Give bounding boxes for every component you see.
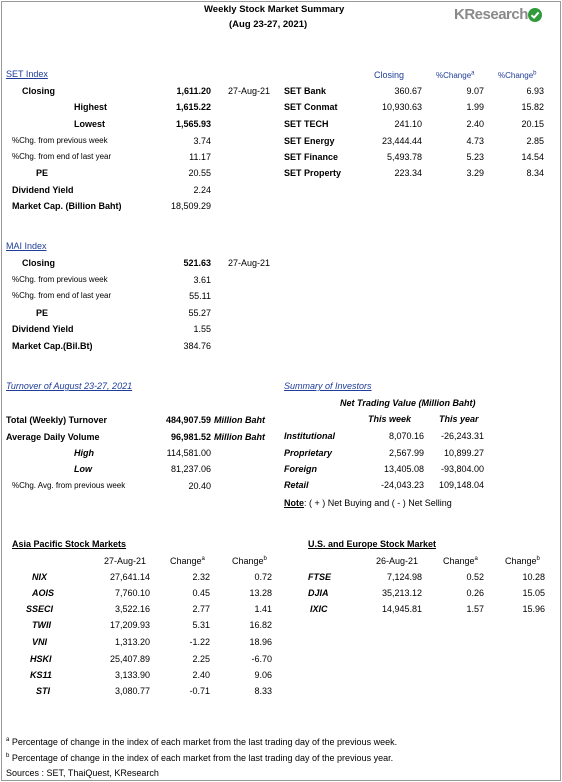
sources-line: Sources : SET, ThaiQuest, KResearch xyxy=(6,768,159,778)
mai-closing-value: 521.63 xyxy=(183,258,211,268)
set-lowest-value: 1,565.93 xyxy=(175,119,211,129)
set-dividend-value: 2.24 xyxy=(193,185,211,195)
sector-name: SET Bank xyxy=(284,86,327,96)
asia-market-value: 3,133.90 xyxy=(114,670,150,680)
investor-week: 2,567.99 xyxy=(388,448,424,458)
asia-market-name: NIX xyxy=(32,572,48,582)
investor-week: 13,405.08 xyxy=(383,464,424,474)
sector-closing: 360.67 xyxy=(394,86,422,96)
set-lowest-label: Lowest xyxy=(74,119,106,129)
investor-week: 8,070.16 xyxy=(388,431,424,441)
asia-market-value: 1,313.20 xyxy=(114,637,150,647)
us-europe-date: 26-Aug-21 xyxy=(376,556,419,566)
page-subtitle: (Aug 23-27, 2021) xyxy=(229,19,308,30)
set-pe-label: PE xyxy=(36,168,49,178)
set-chg-week-value: 3.74 xyxy=(193,136,211,146)
page-border xyxy=(1,1,561,781)
sector-closing: 5,493.78 xyxy=(386,152,422,162)
us-europe-chg-a-header: Change$^a$ xyxy=(443,556,478,566)
asia-market-chg-b: 9.06 xyxy=(254,670,272,680)
sector-chg-a: 4.73 xyxy=(466,136,484,146)
mai-index-heading: MAI Index xyxy=(6,241,47,251)
sector-name: SET Property xyxy=(284,168,342,178)
set-highest-value: 1,615.22 xyxy=(175,102,211,112)
mai-pe-label: PE xyxy=(36,308,49,318)
asia-chg-b-header: Change$^b$ xyxy=(232,556,267,566)
us-market-chg-a: 0.26 xyxy=(466,588,484,598)
sector-chg-a: 3.29 xyxy=(466,168,484,178)
investors-subheading: Net Trading Value (Million Baht) xyxy=(340,398,476,408)
set-highest-label: Highest xyxy=(74,102,108,112)
set-closing-value: 1,611.20 xyxy=(176,86,211,96)
sector-chg-a: 5.23 xyxy=(466,152,484,162)
asia-market-value: 3,522.16 xyxy=(114,604,150,614)
set-marketcap-value: 18,509.29 xyxy=(170,201,211,211)
set-chg-week-label: %Chg. from previous week xyxy=(12,136,108,145)
sector-closing: 241.10 xyxy=(394,119,422,129)
turnover-total-label: Total (Weekly) Turnover xyxy=(6,415,108,425)
asia-market-chg-b: 8.33 xyxy=(254,686,272,696)
us-market-value: 14,945.81 xyxy=(381,604,422,614)
investor-year: 10,899.27 xyxy=(443,448,484,458)
footnote-b: $^b$ Percentage of change in the index of each market from the last trading day of the previous year. xyxy=(6,753,394,763)
investor-name: Proprietary xyxy=(284,448,333,458)
turnover-chg-label: %Chg. Avg. from previous week xyxy=(12,481,126,490)
mai-pe-value: 55.27 xyxy=(188,308,211,318)
investor-name: Institutional xyxy=(284,431,335,441)
sector-chg-a: 9.07 xyxy=(466,86,484,96)
investors-note: Note: ( + ) Net Buying and ( - ) Net Selling xyxy=(284,498,452,508)
asia-market-chg-b: 16.82 xyxy=(249,620,272,630)
mai-marketcap-value: 384.76 xyxy=(183,341,211,351)
mai-marketcap-label: Market Cap.(Bil.Bt) xyxy=(12,341,93,351)
asia-heading: Asia Pacific Stock Markets xyxy=(12,539,127,549)
sector-chg-b: 15.82 xyxy=(521,102,544,112)
asia-market-name: STI xyxy=(36,686,51,696)
asia-market-name: AOIS xyxy=(32,588,55,598)
set-marketcap-label: Market Cap. (Billion Baht) xyxy=(12,201,122,211)
turnover-avg-unit: Million Baht xyxy=(214,432,265,442)
us-market-name: DJIA xyxy=(308,588,329,598)
sector-chg-b: 6.93 xyxy=(526,86,544,96)
asia-market-chg-b: 13.28 xyxy=(249,588,272,598)
turnover-heading: Turnover of August 23-27, 2021 xyxy=(6,381,133,391)
us-market-value: 35,213.12 xyxy=(381,588,422,598)
sector-chg-b-header: %Change$^b$ xyxy=(498,70,537,80)
mai-chg-week-label: %Chg. from previous week xyxy=(12,275,108,284)
sector-name: SET TECH xyxy=(284,119,329,129)
page-title: Weekly Stock Market Summary xyxy=(204,4,345,15)
sector-name: SET Conmat xyxy=(284,102,338,112)
us-market-value: 7,124.98 xyxy=(386,572,422,582)
sector-closing: 223.34 xyxy=(394,168,422,178)
brand-logo xyxy=(454,6,528,23)
brand-check-icon xyxy=(528,8,542,22)
asia-market-value: 27,641.14 xyxy=(109,572,150,582)
mai-closing-label: Closing xyxy=(22,258,55,268)
asia-date: 27-Aug-21 xyxy=(104,556,147,566)
investor-name: Foreign xyxy=(284,464,317,474)
asia-market-name: HSKI xyxy=(30,654,52,664)
asia-market-chg-a: 0.45 xyxy=(192,588,210,598)
sector-closing: 23,444.44 xyxy=(381,136,422,146)
investors-heading: Summary of Investors xyxy=(284,381,372,391)
sector-name: SET Energy xyxy=(284,136,335,146)
mai-chg-year-label: %Chg. from end of last year xyxy=(12,291,112,300)
sector-chg-b: 20.15 xyxy=(521,119,544,129)
mai-chg-year-value: 55.11 xyxy=(189,291,211,301)
set-index-heading: SET Index xyxy=(6,69,48,79)
mai-dividend-label: Dividend Yield xyxy=(12,324,74,334)
asia-market-value: 25,407.89 xyxy=(109,654,150,664)
investor-name: Retail xyxy=(284,480,309,490)
set-date: 27-Aug-21 xyxy=(228,86,271,96)
asia-market-value: 7,760.10 xyxy=(114,588,150,598)
asia-market-chg-a: 2.25 xyxy=(192,654,210,664)
turnover-avg-label: Average Daily Volume xyxy=(6,432,100,442)
sector-name: SET Finance xyxy=(284,152,339,162)
sector-chg-a-header: %Change$^a$ xyxy=(436,70,475,80)
asia-market-chg-a: -1.22 xyxy=(189,637,210,647)
mai-chg-week-value: 3.61 xyxy=(193,275,211,285)
us-market-chg-a: 1.57 xyxy=(466,604,484,614)
asia-market-chg-b: 0.72 xyxy=(254,572,272,582)
us-market-chg-b: 15.96 xyxy=(522,604,545,614)
set-chg-year-label: %Chg. from end of last year xyxy=(12,152,112,161)
asia-market-chg-b: -6.70 xyxy=(251,654,272,664)
investor-year: -26,243.31 xyxy=(440,431,484,441)
us-market-name: IXIC xyxy=(310,604,328,614)
footnote-a: $^a$ Percentage of change in the index of each market from the last trading day of the previous week. xyxy=(6,737,398,747)
set-closing-label: Closing xyxy=(22,86,55,96)
us-market-chg-b: 10.28 xyxy=(522,572,545,582)
turnover-total-unit: Million Baht xyxy=(214,415,265,425)
us-europe-chg-b-header: Change$^b$ xyxy=(505,556,540,566)
us-market-chg-b: 15.05 xyxy=(522,588,545,598)
mai-dividend-value: 1.55 xyxy=(193,324,211,334)
asia-market-chg-a: 5.31 xyxy=(192,620,210,630)
sector-chg-a: 2.40 xyxy=(466,119,484,129)
asia-market-name: KS11 xyxy=(30,670,52,680)
sector-chg-b: 14.54 xyxy=(521,152,544,162)
set-dividend-label: Dividend Yield xyxy=(12,185,74,195)
asia-market-chg-a: 2.40 xyxy=(192,670,210,680)
asia-market-value: 17,209.93 xyxy=(109,620,150,630)
sector-closing: 10,930.63 xyxy=(381,102,422,112)
investor-week: -24,043.23 xyxy=(380,480,424,490)
asia-chg-a-header: Change$^a$ xyxy=(170,556,205,566)
sector-chg-b: 8.34 xyxy=(526,168,544,178)
sector-chg-a: 1.99 xyxy=(466,102,484,112)
brand-name: KResearch xyxy=(454,6,528,23)
turnover-chg-value: 20.40 xyxy=(188,481,211,491)
asia-market-name: VNI xyxy=(32,637,48,647)
turnover-low-label: Low xyxy=(74,464,92,474)
investors-col-year: This year xyxy=(439,414,479,424)
asia-market-chg-b: 1.41 xyxy=(254,604,272,614)
sector-closing-header: Closing xyxy=(374,70,405,80)
mai-date: 27-Aug-21 xyxy=(228,258,271,268)
us-market-chg-a: 0.52 xyxy=(466,572,484,582)
asia-market-value: 3,080.77 xyxy=(114,686,150,696)
asia-market-name: SSECI xyxy=(26,604,54,614)
investor-year: -93,804.00 xyxy=(440,464,484,474)
asia-market-chg-a: 2.77 xyxy=(192,604,210,614)
sector-chg-b: 2.85 xyxy=(526,136,544,146)
turnover-avg-value: 96,981.52 xyxy=(170,432,211,442)
us-market-name: FTSE xyxy=(308,572,332,582)
asia-market-chg-a: 2.32 xyxy=(192,572,210,582)
asia-market-chg-a: -0.71 xyxy=(189,686,210,696)
asia-market-name: TWII xyxy=(32,620,51,630)
turnover-high-value: 114,581.00 xyxy=(166,448,211,458)
set-chg-year-value: 11.17 xyxy=(189,152,211,162)
investor-year: 109,148.04 xyxy=(438,480,484,490)
turnover-high-label: High xyxy=(74,448,94,458)
turnover-low-value: 81,237.06 xyxy=(170,464,211,474)
asia-market-chg-b: 18.96 xyxy=(249,637,272,647)
us-europe-heading: U.S. and Europe Stock Market xyxy=(308,539,437,549)
set-pe-value: 20.55 xyxy=(188,168,211,178)
turnover-total-value: 484,907.59 xyxy=(165,415,211,425)
investors-col-week: This week xyxy=(368,414,412,424)
